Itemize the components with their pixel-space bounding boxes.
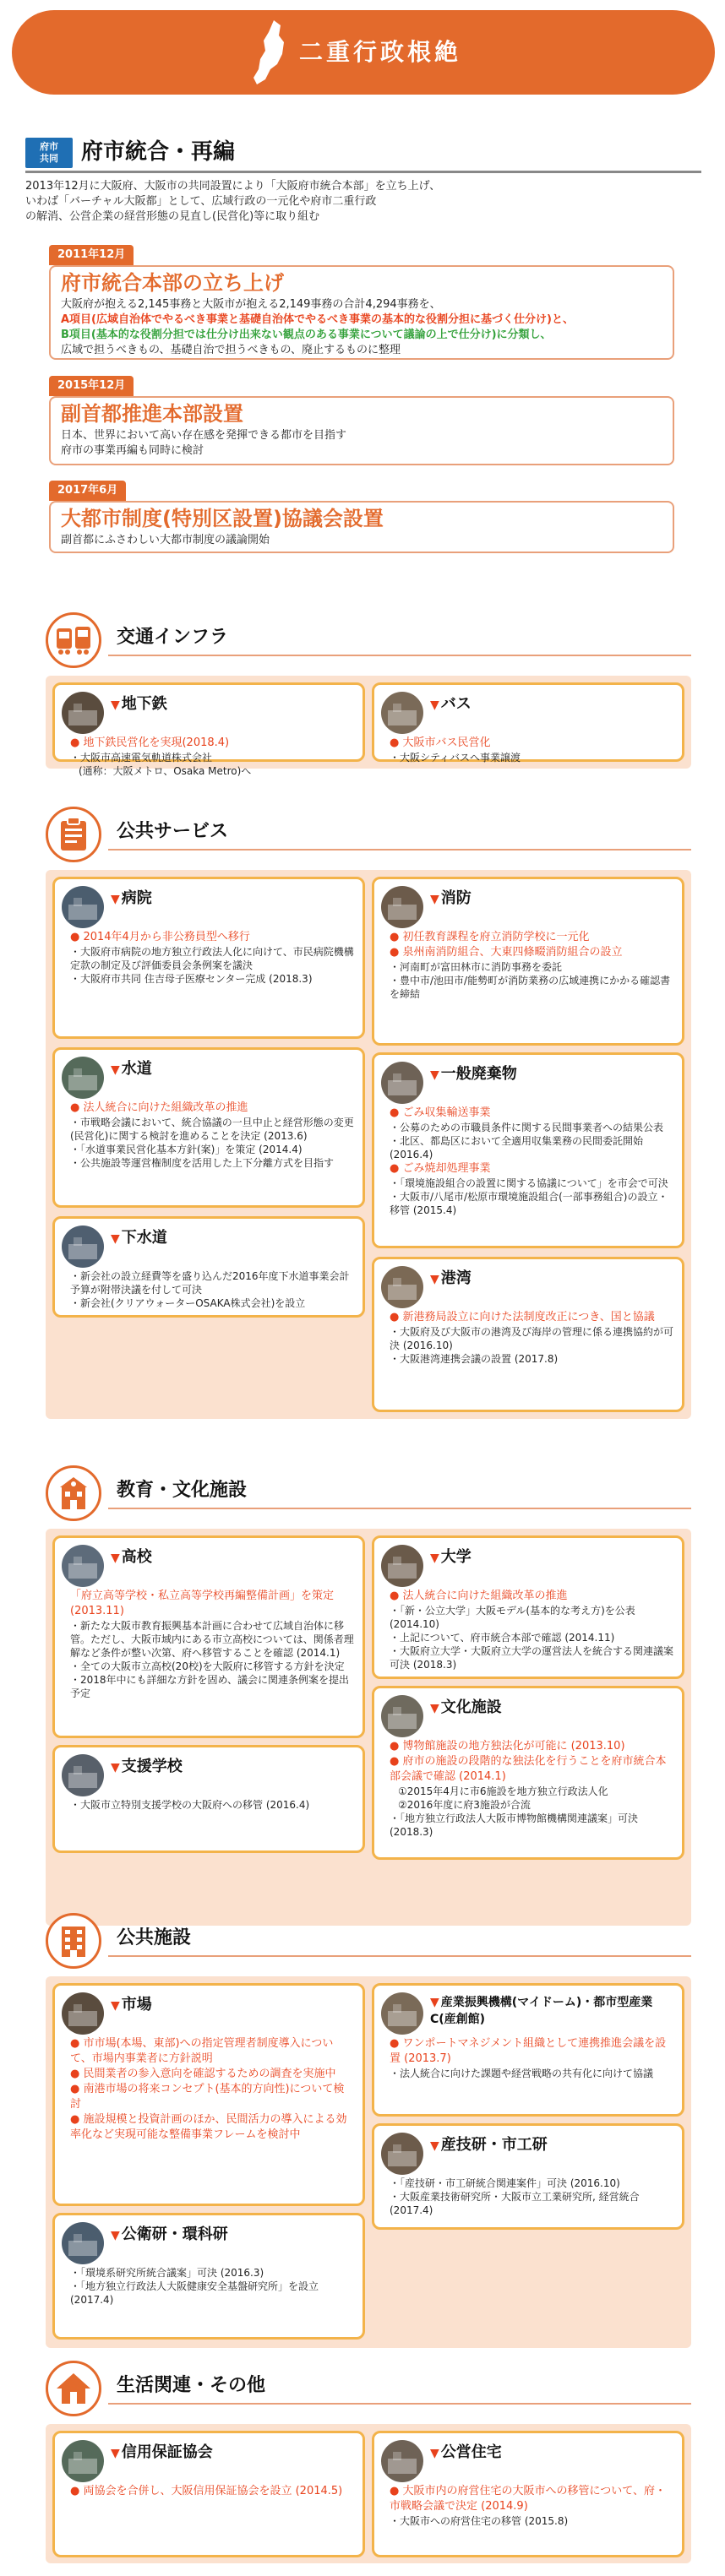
triangle-marker-icon: ▼ — [430, 1702, 439, 1715]
timeline-text: 副首都にふさわしい大都市制度の議論開始 — [61, 534, 270, 546]
card-item: ● 博物館施設の地方独法化が可能に (2013.10) — [390, 1740, 625, 1753]
card-item: ・河南町が富田林市に消防事務を委託 — [390, 961, 563, 973]
card-body — [390, 736, 673, 764]
section-divider — [25, 171, 701, 173]
triangle-marker-icon: ▼ — [430, 1996, 439, 2009]
info-card — [52, 1535, 365, 1738]
info-card — [372, 2431, 684, 2557]
card-title — [430, 1697, 502, 1720]
info-card — [52, 1216, 365, 1318]
card-item: ・「地方独立行政法人大阪市博物館機構関連議案」可決 (2018.3) — [390, 1812, 639, 1838]
card-body — [390, 2484, 673, 2528]
card-item: ● 法人統合に向けた組織改革の推進 — [390, 1590, 568, 1602]
card-photo-icon — [62, 1545, 104, 1587]
timeline-text: 広域で担うべきもの、基礎自治で担うべきもの、廃止するものに整理 — [61, 344, 401, 356]
card-item: ・公募のための市職員条件に関する民間事業者への結果公表 — [390, 1122, 664, 1133]
card-body — [70, 1269, 354, 1310]
card-item: ● 2014年4月から非公務員型へ移行 — [70, 931, 250, 943]
card-item: ● 泉州南消防組合、大東四條畷消防組合の設立 — [390, 946, 623, 959]
card-item: ・「環境施設組合の設置に関する協議について」を市会で可決 — [390, 1177, 668, 1189]
card-item: ・2018年中にも詳細な方針を固め、議会に関連条例案を提出予定 — [70, 1674, 350, 1699]
info-card — [372, 1535, 684, 1679]
card-title — [111, 693, 167, 716]
card-item: ・「水道事業民営化基本方針(案)」を策定 (2014.4) — [70, 1144, 303, 1155]
card-item: ● 法人統合に向けた組織改革の推進 — [70, 1101, 248, 1114]
card-title — [111, 1994, 152, 2017]
triangle-marker-icon: ▼ — [111, 1761, 120, 1774]
card-item: ②2016年度に府3施設が合流 — [398, 1799, 531, 1811]
info-card — [372, 877, 684, 1046]
card-photo-icon — [62, 1057, 104, 1099]
card-body — [390, 1106, 673, 1217]
info-card — [52, 1047, 365, 1208]
card-title — [111, 1546, 152, 1569]
card-title — [430, 1994, 675, 2028]
card-item: ● 大阪市バス民営化 — [390, 736, 491, 749]
card-item: ● ごみ焼却処理事業 — [390, 1162, 491, 1175]
card-item: ・大阪市/八尾市/松原市環境施設組合(一部事務組合)の設立・移管 (2015.4) — [390, 1191, 668, 1216]
header-banner — [12, 10, 715, 95]
card-title-text: 文化施設 — [440, 1698, 502, 1716]
card-title — [430, 2442, 502, 2465]
osaka-map-icon — [240, 17, 299, 88]
card-item: ・大阪市への府営住宅の移管 (2015.8) — [390, 2515, 569, 2527]
card-item: ・大阪府立大学・大阪府立大学の運営法人を統合する関連議案可決 (2018.3) — [390, 1645, 674, 1671]
card-item: ● ワンポートマネジメント組織として連携推進会議を設置 (2013.7) — [390, 2037, 667, 2065]
triangle-marker-icon: ▼ — [430, 2447, 439, 2460]
clipboard-icon — [46, 807, 101, 862]
card-title-text: 大学 — [440, 1548, 472, 1566]
building-icon — [46, 1913, 101, 1969]
info-card — [372, 682, 684, 762]
school-icon — [46, 1465, 101, 1521]
timeline-date: 2015年12月 — [49, 376, 134, 396]
timeline-date: 2017年6月 — [49, 481, 126, 501]
card-item: ・大阪産業技術研究所・大阪市立工業研究所, 経営統合 (2017.4) — [390, 2191, 640, 2216]
triangle-marker-icon: ▼ — [111, 2447, 120, 2460]
page-title: 二重行政根絶 — [299, 38, 462, 66]
card-item: ・北区、都島区において全適用収集業務の民間委託開始 (2016.4) — [390, 1135, 644, 1160]
card-title — [111, 1756, 183, 1779]
card-title-text: 産業振興機構(マイドーム)・都市型産業C(産創館) — [430, 1996, 653, 2026]
triangle-marker-icon: ▼ — [111, 2229, 120, 2242]
timeline-entry — [49, 501, 674, 553]
card-title — [111, 1058, 152, 1081]
card-title — [430, 693, 472, 716]
triangle-marker-icon: ▼ — [430, 1552, 439, 1565]
timeline-text: 大阪府が抱える2,145事務と大阪市が抱える2,149事務の合計4,294事務を、 — [61, 298, 441, 311]
card-title-text: 地下鉄 — [121, 695, 167, 713]
triangle-marker-icon: ▼ — [111, 1552, 120, 1565]
card-item: ・大阪シティバスへ事業譲渡 — [390, 752, 521, 764]
card-title — [111, 2442, 213, 2465]
card-title — [111, 888, 152, 910]
category-title: 公共サービス — [117, 821, 229, 842]
card-item: ・新会社の設立経費等を盛り込んだ2016年度下水道事業会計予算が附帯決議を付して可決 — [70, 1270, 350, 1296]
card-body — [390, 2036, 673, 2080]
category-divider — [108, 655, 691, 656]
card-item: 「府立高等学校・私立高等学校再編整備計画」を策定 (2013.11) — [70, 1590, 335, 1617]
card-photo-icon — [381, 1266, 423, 1308]
info-card — [372, 1257, 684, 1412]
card-item: ● 地下鉄民営化を実現(2018.4) — [70, 736, 230, 749]
card-photo-icon — [62, 692, 104, 734]
card-item: ● 新港務局設立に向けた法制度改正につき、国と協議 — [390, 1311, 655, 1323]
triangle-marker-icon: ▼ — [430, 1068, 439, 1082]
card-item: ● 大阪市内の府営住宅の大阪市への移管について、府・市戦略会議で決定 (2014.9) — [390, 2485, 666, 2513]
card-title — [430, 1546, 472, 1569]
card-item: ・豊中市/池田市/能勢町が消防業務の広域連携にかかる確認書を締結 — [390, 975, 671, 1000]
info-card — [372, 1052, 684, 1248]
card-title-text: 水道 — [121, 1060, 152, 1078]
card-item: ・大阪市高速電気軌道株式会社 — [70, 752, 213, 764]
triangle-marker-icon: ▼ — [111, 893, 120, 906]
triangle-marker-icon: ▼ — [111, 1999, 120, 2013]
card-item: ・法人統合に向けた課題や経営戦略の共有化に向けて協議 — [390, 2068, 654, 2079]
card-item: ・大阪府及び大阪市の港湾及び海岸の管理に係る連携協約が可決 (2016.10) — [390, 1326, 674, 1351]
card-title-text: 産技研・市工研 — [440, 2136, 548, 2154]
card-title-text: 公営住宅 — [440, 2443, 502, 2461]
category-divider — [108, 1955, 691, 1957]
triangle-marker-icon: ▼ — [430, 698, 439, 712]
card-item: ● 施設規模と投資計画のほか、民間活力の導入による効率化など実現可能な整備事業フレームを検討中 — [70, 2113, 347, 2141]
timeline-heading: 大都市制度(特別区設置)協議会設置 — [61, 507, 384, 530]
card-item: ・全ての大阪市立高校(20校)を大阪府に移管する方針を決定 — [70, 1660, 345, 1672]
card-photo-icon — [381, 2133, 423, 2175]
card-item: ・公共施設等運営権制度を活用した上下分離方式を目指す — [70, 1157, 335, 1169]
info-card — [52, 1745, 365, 1853]
card-title-text: 一般廃棄物 — [440, 1065, 517, 1083]
timeline-text: 府市の事業再編も同時に検討 — [61, 444, 204, 457]
card-photo-icon — [381, 1062, 423, 1104]
card-item: ● 両協会を合併し、大阪信用保証協会を設立 (2014.5) — [70, 2485, 343, 2497]
card-title-text: 市場 — [121, 1996, 152, 2014]
category-title: 公共施設 — [117, 1927, 192, 1948]
triangle-marker-icon: ▼ — [430, 1273, 439, 1286]
category-title: 生活関連・その他 — [117, 2375, 266, 2396]
card-item: ● 市市場(本場、東部)への指定管理者制度導入について、市場内事業者に方針説明 — [70, 2037, 334, 2065]
card-body — [390, 1589, 673, 1671]
card-photo-icon — [381, 1545, 423, 1587]
card-item: ・新会社(クリアウォーターOSAKA株式会社)を設立 — [70, 1297, 306, 1309]
section-title: 府市統合・再編 — [81, 139, 236, 165]
card-item: (通称：大阪メトロ、Osaka Metro)へ — [79, 765, 252, 777]
card-item: ・大阪府市病院の地方独立行政法人化に向けて、市民病院機構定款の制定及び評価委員会条例案を議決 — [70, 946, 354, 971]
category-title: 教育・文化施設 — [117, 1480, 248, 1501]
triangle-marker-icon: ▼ — [111, 1232, 120, 1246]
info-card — [52, 682, 365, 777]
category-divider — [108, 2403, 691, 2405]
joint-badge: 府市 共同 — [25, 138, 73, 168]
category-title: 交通インフラ — [117, 627, 229, 648]
card-item: ・大阪港湾連携会議の設置 (2017.8) — [390, 1353, 559, 1365]
info-card — [372, 1983, 684, 2117]
timeline-entry — [49, 265, 674, 360]
card-item: ・上記について、府市統合本部で確認 (2014.11) — [390, 1632, 615, 1644]
card-title — [430, 1063, 517, 1086]
card-item: ・「環境系研究所統合議案」可決 (2016.3) — [70, 2267, 264, 2279]
card-title-text: 消防 — [440, 889, 472, 907]
card-body — [70, 1798, 354, 1812]
card-item: ①2015年4月に市6施設を地方独立行政法人化 — [398, 1785, 608, 1797]
card-photo-icon — [62, 1754, 104, 1796]
card-body — [70, 2036, 354, 2143]
timeline-heading: 府市統合本部の立ち上げ — [61, 271, 284, 295]
card-item: ● 府市の施設の段階的な独法化を行うことを府市統合本部会議で確認 (2014.1) — [390, 1755, 667, 1783]
card-item: ・「地方独立行政法人大阪健康安全基盤研究所」を設立 (2017.4) — [70, 2280, 319, 2306]
card-title — [111, 2224, 228, 2247]
card-photo-icon — [381, 1695, 423, 1737]
card-photo-icon — [381, 2440, 423, 2482]
intro-text: 2013年12月に大阪府、大阪市の共同設置により「大阪府市統合本部」を立ち上げ、 いわば「バーチャル大阪都」として、広域行政の一元化や府市二重行政 の解消、公営企業の経営形態の見直し(民営化)等に取り組む — [25, 180, 441, 223]
card-item: ● 民間業者の参入意向を確認するための調査を実施中 — [70, 2068, 336, 2080]
card-body — [70, 1101, 354, 1170]
bus-train-icon — [46, 612, 101, 668]
card-item: ・新たな大阪市教育振興基本計画に合わせて広域自治体に移管。ただし、大阪市域内にある市立高校については、関係者理解など条件が整い次第、府へ移管することを確認 (2014.1) — [70, 1620, 354, 1659]
info-card — [52, 2431, 365, 2557]
card-body — [70, 1589, 354, 1700]
triangle-marker-icon: ▼ — [111, 698, 120, 712]
card-title-text: 公衛研・環科研 — [121, 2225, 228, 2243]
card-item: ・大阪市立特別支援学校の大阪府への移管 (2016.4) — [70, 1799, 310, 1811]
card-title-text: 下水道 — [121, 1229, 167, 1247]
triangle-marker-icon: ▼ — [430, 2139, 439, 2153]
card-title-text: バス — [440, 695, 472, 713]
card-body — [390, 2177, 673, 2217]
card-photo-icon — [381, 692, 423, 734]
card-title-text: 信用保証協会 — [121, 2443, 213, 2461]
timeline-heading: 副首都推進本部設置 — [61, 402, 243, 426]
timeline-entry — [49, 396, 674, 465]
info-card — [372, 2123, 684, 2230]
info-card — [52, 1983, 365, 2206]
card-title-text: 高校 — [121, 1548, 152, 1566]
card-photo-icon — [62, 1992, 104, 2035]
card-body — [390, 1739, 673, 1839]
card-body — [70, 930, 354, 986]
card-body — [70, 2484, 354, 2499]
card-body — [70, 736, 354, 778]
card-body — [70, 2266, 354, 2307]
info-card — [372, 1686, 684, 1860]
card-body — [390, 1310, 673, 1366]
card-item: ● 初任教育課程を府立消防学校に一元化 — [390, 931, 590, 943]
triangle-marker-icon: ▼ — [430, 893, 439, 906]
card-photo-icon — [381, 1992, 423, 2035]
card-title — [430, 2134, 548, 2157]
card-title — [430, 888, 472, 910]
card-photo-icon — [62, 1226, 104, 1268]
category-divider — [108, 849, 691, 851]
info-card — [52, 2213, 365, 2340]
timeline-text: B項目(基本的な役割分担では仕分け出来ない観点のある事業について議論の上で仕分け)に分類し、 — [61, 329, 552, 341]
card-title-text: 港湾 — [440, 1269, 472, 1287]
card-photo-icon — [62, 2440, 104, 2482]
timeline-date: 2011年12月 — [49, 245, 134, 265]
timeline-text: 日本、世界において高い存在感を発揮できる都市を目指す — [61, 429, 347, 442]
card-title-text: 支援学校 — [121, 1758, 183, 1775]
category-divider — [108, 1508, 691, 1509]
triangle-marker-icon: ▼ — [111, 1063, 120, 1077]
card-item: ● ごみ収集輸送事業 — [390, 1106, 491, 1119]
card-photo-icon — [62, 2222, 104, 2264]
house-icon — [46, 2361, 101, 2416]
card-item: ・「産技研・市工研統合関連案件」可決 (2016.10) — [390, 2177, 620, 2189]
card-title-text: 病院 — [121, 889, 152, 907]
card-title — [430, 1268, 472, 1291]
card-item: ● 南港市場の将来コンセプト(基本的方向性)について検討 — [70, 2083, 345, 2111]
timeline-text: A項目(広域自治体でやるべき事業と基礎自治体でやるべき事業の基本的な役割分担に基づく仕分け)と、 — [61, 313, 574, 326]
card-item: ・「新・公立大学」大阪モデル(基本的な考え方)を公表 (2014.10) — [390, 1605, 635, 1630]
card-photo-icon — [62, 886, 104, 928]
card-body — [390, 930, 673, 1001]
card-title — [111, 1227, 167, 1250]
card-photo-icon — [381, 886, 423, 928]
info-card — [52, 877, 365, 1039]
card-item: ・大阪府市共同 住吉母子医療センター完成 (2018.3) — [70, 973, 313, 985]
card-item: ・市戦略会議において、統合協議の一旦中止と経営形態の変更(民営化)に関する検討を進めることを決定 (2013.6) — [70, 1117, 354, 1142]
